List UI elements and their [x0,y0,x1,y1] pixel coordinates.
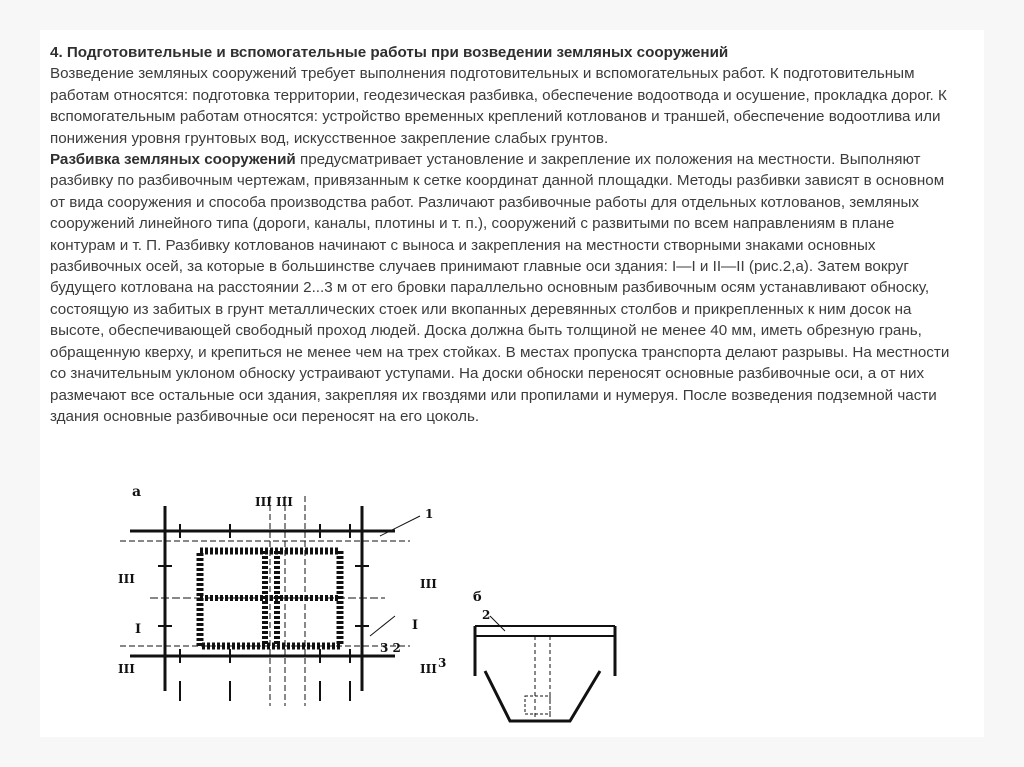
axis-label-top: III III [255,495,293,509]
paragraph-body: предусматривает установление и закрепление их положения на местности. Выполняют разбивку по разбивочным чертежам, привязанным к сетке координат данной площадки. Методы разбивки зависят в основном от вида сооружения и способа производства работ. Различают разбивочные работы для отдельных котлованов, земляных сооружений линейного типа (дороги, каналы, плотины и т. п.), сооружений с развитыми по всем направлениям в плане контурам и т. П. Разбивку котлованов начинают с выноса и закрепления на местности створными знаками основных разбивочных осей, за которые в большинстве случаев принимают главные оси здания: I—I и II—II (рис.2,а). Затем вокруг будущего котлована на расстоянии 2...3 м от его бровки параллельно основным разбивочным осям устанавливают обноску, состоящую из забитых в грунт металлических стоек или вкопанных деревянных столбов и прикрепленных к ним досок на высоте, обеспечивающей свободный проход людей. Доска должна быть толщиной не менее 40 мм, иметь обрезную грань, обращенную кверху, и крепиться не менее чем на трех стойках. В местах пропуска транспорта делают разрывы. На местности со значительным уклоном обноску устраивают уступами. На доски обноски переносят основные разбивочные оси, а от них размечают все остальные оси здания, закрепляя их гвоздями или пропилами и нумеруя. После возведения подземной части здания основные разбивочные оси переносят на его цоколь. [50,151,950,425]
axis-label-III-left-bottom: III [118,662,135,676]
axis-label-I-right: I [412,618,419,633]
paragraph-lead: Разбивка земляных сооружений [50,151,296,169]
figure-layout-drawing [80,476,640,736]
text-block [50,42,950,427]
section-heading: 4. Подготовительные и вспомогательные работы при возведении земляных сооружений [50,44,729,61]
axis-label-I-left: I [135,622,142,637]
paragraph-preparatory-works: Возведение земляных сооружений требует выполнения подготовительных и вспомогательных работ. К подготовительным работам относятся: подготовка территории, геодезическая разбивка, обеспечение водоотвода и осушение, прокладка дорог. К вспомогательным работам относятся: устройство временных креплений котлованов и траншей, обеспечение водоотлива или понижения уровня грунтовых вод, искусственное закрепление слабых грунтов. [50,65,947,147]
figure-label-b: б [473,590,482,605]
callout-3: 3 [438,656,447,670]
figure-a-plan [120,496,420,706]
axis-label-III-right-top: III [420,577,437,591]
slide [40,30,984,737]
callout-1: 1 [425,507,434,521]
figure-label-a: а [132,484,142,500]
axis-label-III-left-top: III [118,572,135,586]
callout-2: 2 [482,608,491,622]
axis-label-III-right-bottom: III [420,662,437,676]
callout-3-2: 3 2 [380,641,401,655]
paragraph-earthworks-layout [50,149,950,427]
figure-b-section [475,616,615,721]
